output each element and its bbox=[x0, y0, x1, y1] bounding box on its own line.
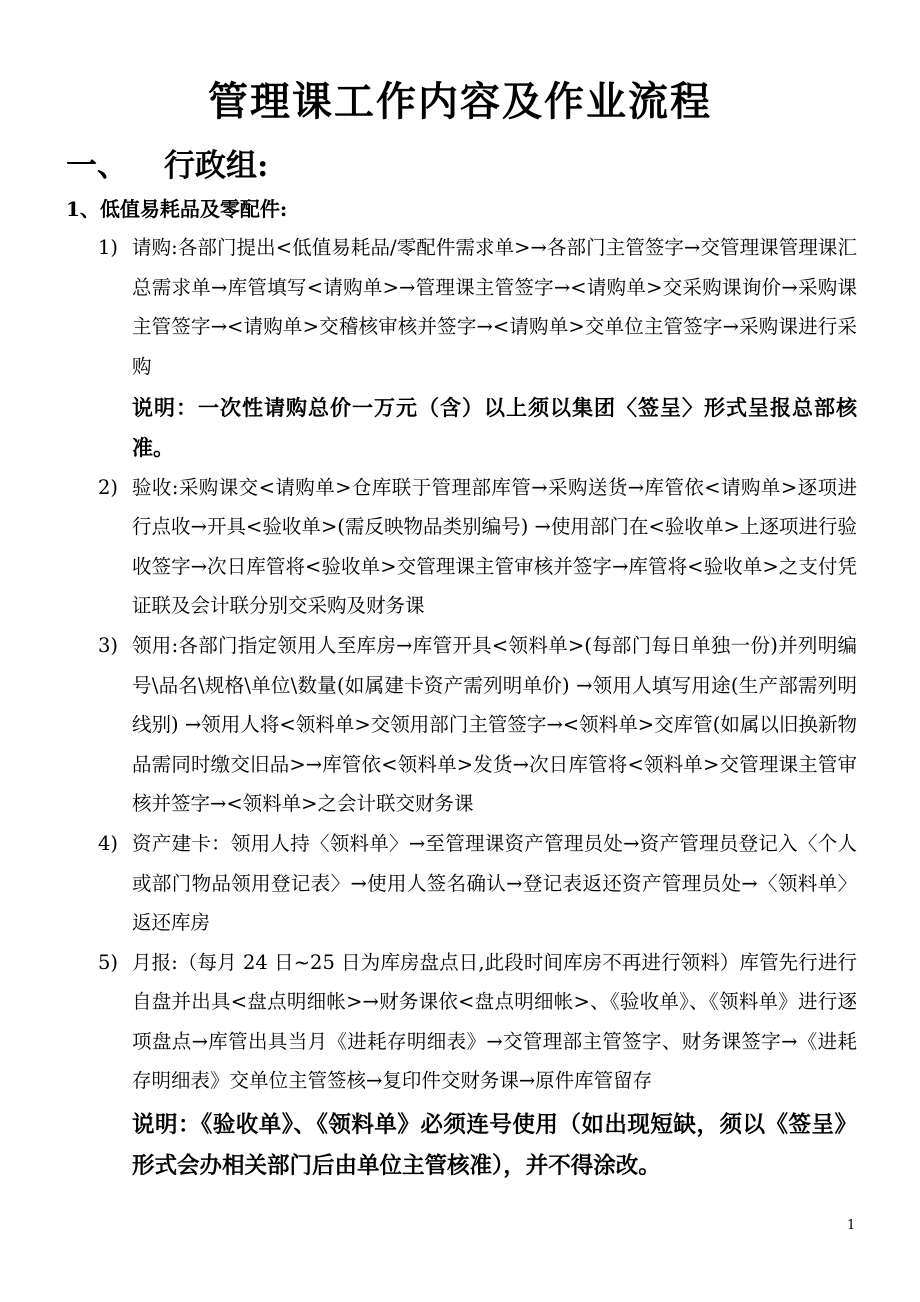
section-number: 一、 bbox=[66, 148, 128, 184]
list-item-number: 3) bbox=[98, 633, 119, 657]
list-item-number: 5) bbox=[98, 950, 119, 974]
list-item-text: 验收:采购课交<请购单>仓库联于管理部库管→采购送货→库管依<请购单>逐项进行点收→开具<验收单>(需反映物品类别编号) →使用部门在<验收单>上逐项进行验收签字→次日库管将<验收单>交管理课主管审核并签字→库管将<验收单>之支付凭证联及会计联分别交采购及财务课 bbox=[132, 475, 857, 618]
list-item-number: 1) bbox=[98, 236, 119, 259]
section-label: 行政组: bbox=[164, 148, 269, 184]
page-title: 管理课工作内容及作业流程 bbox=[208, 78, 712, 125]
list-item-monthly-report bbox=[98, 943, 857, 1101]
list-item-text: 资产建卡：领用人持〈领料单〉→至管理课资产管理员处→资产管理员登记入〈个人或部门物品领用登记表〉→使用人签名确认→登记表返还资产管理员处→〈领料单〉返还库房 bbox=[132, 831, 857, 935]
note-purchase-approval: 说明：一次性请购总价一万元（含）以上须以集团〈签呈〉形式呈报总部核准。 bbox=[132, 395, 857, 460]
section-heading bbox=[66, 144, 268, 188]
list-item-text: 月报:（每月 24 日~25 日为库房盘点日,此段时间库房不再进行领料）库管先行进行自盘并出具<盘点明细帐>→财务课依<盘点明细帐>、《验收单》、《领料单》进行逐项盘点→库管出具当月《进耗存明细表》→交管理部主管签字、财务课签字→《进耗存明细表》交单位主管签核→复印件交财务课→原件库管留存 bbox=[132, 950, 857, 1093]
document-body bbox=[98, 228, 857, 1187]
note-serial-numbers: 说明：《验收单》、《领料单》必须连号使用（如出现短缺，须以《签呈》形式会办相关部门后由单位主管核准），并不得涂改。 bbox=[132, 1112, 857, 1180]
subsection-heading: 1、低值易耗品及零配件: bbox=[66, 197, 288, 221]
list-item-asset-card bbox=[98, 824, 857, 943]
page-number: 1 bbox=[847, 1218, 856, 1233]
list-item-text: 领用:各部门指定领用人至库房→库管开具<领料单>(每部门每日单独一份)并列明编号\品名\规格\单位\数量(如属建卡资产需列明单价) →领用人填写用途(生产部需列明线别) →领用人将<领料单>交领用部门主管签字→<领料单>交库管(如属以旧换新物品需同时缴交旧品>→库管依<领料单>发货→次日库管将<领料单>交管理课主管审核并签字→<领料单>之会计联交财务课 bbox=[132, 633, 857, 816]
list-item-requisition bbox=[98, 626, 857, 824]
list-item-purchase-request bbox=[98, 228, 857, 386]
list-item-number: 4) bbox=[98, 831, 119, 855]
list-item-text: 请购:各部门提出<低值易耗品/零配件需求单>→各部门主管签字→交管理课管理课汇总需求单→库管填写<请购单>→管理课主管签字→<请购单>交采购课询价→采购课主管签字→<请购单>交稽核审核并签字→<请购单>交单位主管签字→采购课进行采购 bbox=[132, 236, 857, 378]
list-item-acceptance bbox=[98, 468, 857, 626]
list-item-number: 2) bbox=[98, 475, 119, 499]
